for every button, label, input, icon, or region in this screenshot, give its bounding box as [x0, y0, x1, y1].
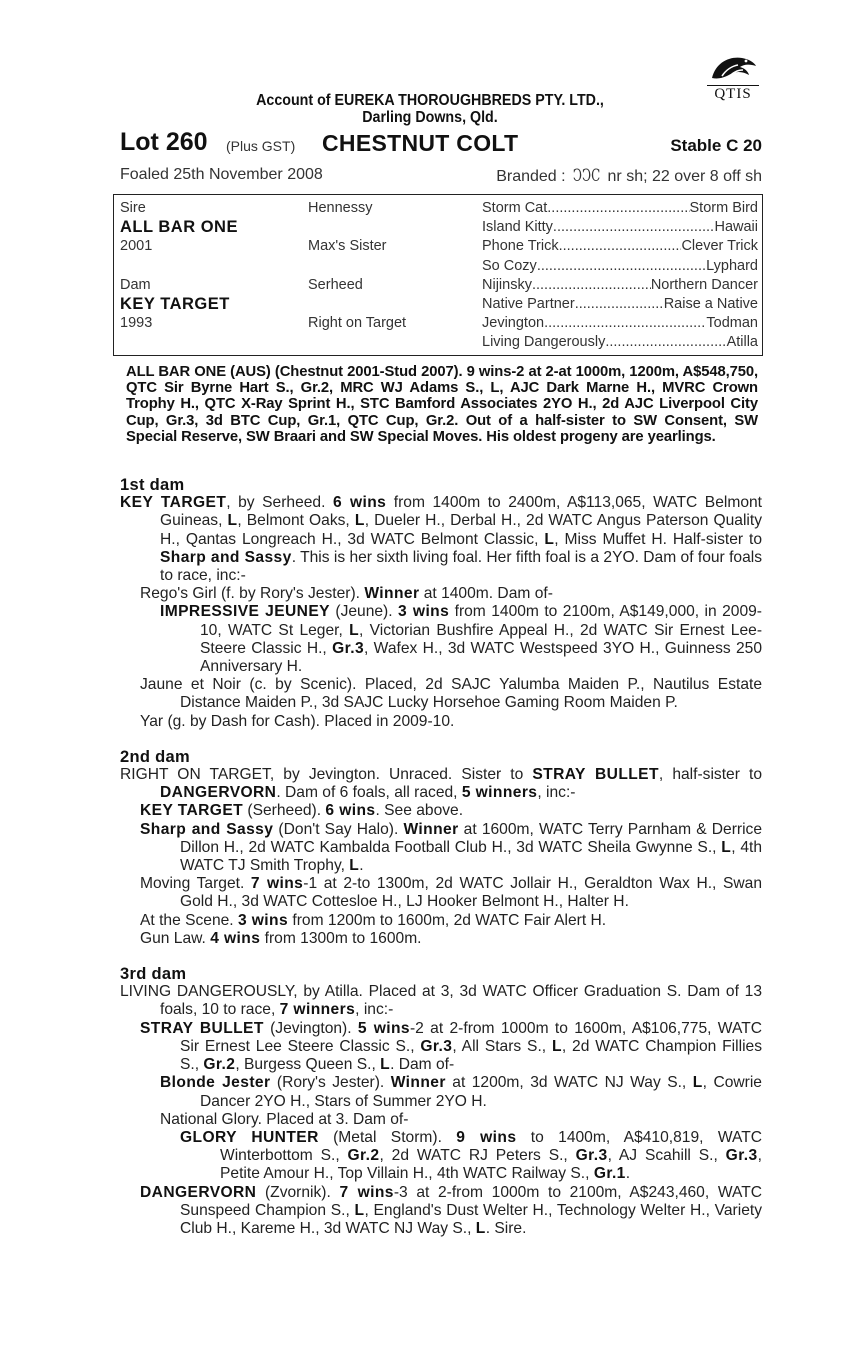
ped-spacer: [308, 218, 406, 237]
text-run: (Zvornik).: [256, 1183, 340, 1201]
text-run: from 1400m to 2400m, A$113,065, WATC Belmont Guineas,: [160, 494, 763, 530]
ped-gg-left: Nijinsky: [482, 276, 532, 293]
bold-run: Sharp and Sassy: [160, 548, 292, 566]
text-run: LIVING DANGEROUSLY, by Atilla. Placed at 3, 3d WATC Officer Graduation S. Dam of 13 foals, 10 to race,: [120, 983, 762, 1019]
progeny-entry: [120, 676, 762, 712]
progeny-entry: [120, 875, 762, 911]
first-dam-heading: 1st dam: [120, 476, 185, 494]
progeny-entry: [120, 1111, 762, 1129]
bold-run: 5 wins: [357, 1019, 410, 1037]
pedigree-col-great-grandparents: [482, 199, 758, 353]
bold-run: KEY TARGET: [140, 802, 244, 820]
progeny-entry: [120, 1020, 762, 1075]
text-run: Yar (g. by Dash for Cash). Placed in 2009-10.: [140, 712, 455, 730]
account-line-2: Darling Downs, Qld.: [362, 109, 498, 126]
text-run: from 1200m to 1600m, 2d WATC Fair Alert H.: [288, 911, 607, 929]
progeny-entry: [120, 713, 762, 731]
bold-run: Sharp and Sassy: [140, 820, 274, 838]
lot-line: [120, 128, 762, 158]
text-run: , inc:-: [355, 1001, 394, 1019]
branded-suffix: nr sh; 22 over 8 off sh: [607, 168, 762, 185]
text-run: (Jevington).: [263, 1019, 358, 1037]
ped-gg-left: Jevington: [482, 315, 545, 332]
bold-run: KEY TARGET: [120, 494, 227, 512]
text-run: , by Serheed.: [226, 494, 333, 512]
bold-run: Gr.3: [575, 1147, 608, 1165]
ped-gg-right: Lyphard: [706, 257, 758, 274]
bold-run: L: [692, 1074, 703, 1092]
text-run: . This is her sixth living foal. Her fifth foal is a 2YO. Dam of four foals to race, inc:-: [160, 548, 763, 585]
ped-gg-row: [482, 295, 758, 314]
ped-gg-left: Native Partner: [482, 295, 575, 312]
text-run: , Wafex H., 3d WATC Westspeed 3YO H., Guinness 250 Anniversary H.: [200, 639, 762, 676]
ped-gg-left: Phone Trick: [482, 238, 559, 255]
ped-spacer: [308, 257, 406, 276]
bold-run: L: [544, 530, 555, 548]
text-run: (Rory's Jester).: [270, 1074, 391, 1092]
text-run: -2 at 2-from 1000m to 1600m, A$106,775, WATC Sir Ernest Lee Steere Classic S.,: [180, 1019, 762, 1055]
second-dam-heading: 2nd dam: [120, 747, 190, 766]
ped-dam-sire: Serheed: [308, 276, 363, 293]
text-run: to 1400m, A$410,819, WATC Winterbottom S.,: [220, 1128, 762, 1165]
pedigree-table: [113, 194, 763, 356]
text-run: . Sire.: [485, 1219, 527, 1237]
ped-gg-right: Clever Trick: [681, 238, 758, 255]
ped-gg-row: [482, 314, 758, 333]
ped-gg-row: [482, 333, 758, 352]
progeny-entry: [120, 603, 762, 676]
ped-gg-left: Storm Cat: [482, 200, 548, 216]
bold-run: STRAY BULLET: [140, 1019, 264, 1037]
bold-run: GLORY HUNTER: [180, 1128, 319, 1146]
lot-description: CHESTNUT COLT: [322, 130, 519, 156]
plus-gst: (Plus GST): [226, 138, 296, 154]
text-run: , Burgess Queen S.,: [235, 1056, 381, 1074]
qtis-logo: [703, 52, 763, 108]
text-run: from 1400m to 2100m, A$149,000, in 2009-10, WATC St Leger,: [200, 603, 762, 639]
bold-run: 7 wins: [339, 1183, 394, 1201]
text-run: (Metal Storm).: [318, 1128, 457, 1146]
ped-dam-dam: Right on Target: [308, 315, 407, 332]
ped-dam-label: Dam: [120, 276, 151, 293]
text-run: , inc:-: [537, 784, 576, 802]
ped-gg-right: Storm Bird: [689, 200, 758, 216]
brand-description: [496, 166, 762, 186]
text-run: . Dam of 6 foals, all raced,: [276, 784, 462, 802]
bold-run: 6 wins: [325, 802, 376, 820]
vendor-account: [218, 92, 641, 126]
ped-gg-row: [482, 218, 758, 237]
bold-run: Gr.1: [593, 1165, 626, 1183]
ped-sire-label: Sire: [120, 200, 146, 216]
text-run: , 4th WATC TJ Smith Trophy,: [180, 838, 762, 875]
text-run: RIGHT ON TARGET, by Jevington. Unraced. Sister to: [120, 766, 533, 784]
bold-run: 7 wins: [250, 875, 304, 893]
ped-gg-row: [482, 257, 758, 276]
bold-run: L: [354, 512, 365, 530]
text-run: National Glory. Placed at 3. Dam of-: [160, 1110, 409, 1128]
bold-run: Gr.2: [347, 1147, 380, 1165]
bold-run: Winner: [364, 585, 420, 603]
text-run: .: [359, 857, 364, 875]
bold-run: DANGERVORN: [140, 1183, 257, 1201]
ped-spacer: [120, 257, 238, 276]
progeny-entry: [120, 1129, 762, 1184]
text-run: , Cowrie Dancer 2YO H., Stars of Summer 2YO H.: [200, 1074, 762, 1110]
text-run: at 1400m. Dam of-: [419, 585, 553, 603]
bold-run: IMPRESSIVE JEUNEY: [160, 603, 330, 621]
bold-run: L: [349, 621, 360, 639]
bold-run: 4 wins: [210, 929, 261, 947]
ped-gg-left: Island Kitty: [482, 219, 553, 236]
ped-spacer: [308, 295, 406, 314]
text-run: at 1200m, 3d WATC NJ Way S.,: [445, 1074, 693, 1092]
text-run: , Miss Muffet H. Half-sister to: [554, 530, 762, 548]
text-run: . Dam of-: [390, 1056, 455, 1074]
text-run: from 1300m to 1600m.: [260, 929, 422, 947]
bold-run: L: [721, 838, 732, 856]
ped-gg-right: Todman: [706, 315, 758, 332]
text-run: , Victorian Bushfire Appeal H., 2d WATC Sir Ernest Lee-Steere Classic H.,: [200, 621, 763, 657]
bold-run: L: [475, 1219, 486, 1237]
text-run: (Jeune).: [329, 603, 399, 621]
bold-run: Gr.3: [725, 1147, 758, 1165]
logo-text: QTIS: [707, 85, 759, 102]
ped-sire-sire: Hennessy: [308, 200, 373, 216]
bold-run: 9 wins: [456, 1128, 517, 1146]
brand-mark: ϽϽC: [572, 166, 601, 186]
bold-run: L: [227, 512, 238, 530]
third-dam-para: [120, 983, 762, 1019]
qtis-horse-logo-icon: [708, 52, 758, 84]
ped-gg-right: Northern Dancer: [650, 276, 758, 293]
sire-summary: ALL BAR ONE (AUS) (Chestnut 2001-Stud 2007). 9 wins-2 at 2-at 1000m, 1200m, A$548,750, QTC Sir Byrne Hart S., Gr.2, MRC WJ Adams S., L, AJC Dark Marne H., MVRC Crown Trophy H., QTC X-Ray Sprint H., STC Bamford Associates 2YO H., 2d AJC Liverpool City Cup, Gr.3, 3d BTC Cup, Gr.1, QTC Cup, Gr.2. Out of a half-sister to SW Consent, SW Special Reserve, SW Braari and SW Special Moves. His oldest progeny are yearlings.: [126, 364, 758, 445]
text-run: , AJ Scahill S.,: [607, 1147, 726, 1165]
text-run: Gun Law.: [140, 929, 211, 947]
bold-run: 7 winners: [279, 1001, 356, 1019]
text-run: At the Scene.: [140, 911, 238, 929]
ped-sire-name: ALL BAR ONE: [120, 218, 238, 237]
branded-prefix: Branded :: [496, 168, 566, 185]
ped-gg-right: Hawaii: [714, 219, 758, 236]
text-run: , England's Dust Welter H., Technology Welter H., Variety Club H., Kareme H., 3d WATC NJ Way S.,: [180, 1201, 763, 1237]
pedigree-col-grandparents: [308, 199, 406, 333]
family-notes: [120, 476, 762, 1238]
ped-dam-year: 1993: [120, 315, 153, 332]
bold-run: Gr.3: [332, 639, 365, 657]
bold-run: 3 wins: [237, 911, 289, 929]
ped-gg-left: Living Dangerously: [482, 334, 606, 351]
text-run: at 1600m, WATC Terry Parnham & Derrice Dillon H., 2d WATC Kambalda Football Club H., 3d WATC Sheila Gwynne S.,: [180, 820, 763, 856]
ped-gg-row: [482, 276, 758, 295]
ped-gg-row: [482, 237, 758, 256]
text-run: (Don't Say Halo).: [273, 820, 404, 838]
text-run: .: [625, 1165, 631, 1183]
progeny-entry: [120, 912, 762, 930]
text-run: , 2d WATC RJ Peters S.,: [379, 1147, 576, 1165]
text-run: Jaune et Noir (c. by Scenic). Placed, 2d SAJC Yalumba Maiden P., Nautilus Estate Distance Maiden P., 3d SAJC Lucky Horsehoe Gaming Room Maiden P.: [140, 676, 762, 712]
bold-run: L: [349, 857, 360, 875]
third-dam-heading: 3rd dam: [120, 965, 187, 984]
bold-run: Gr.2: [203, 1056, 236, 1074]
text-run: Rego's Girl (f. by Rory's Jester).: [140, 585, 365, 603]
ped-sire-dam: Max's Sister: [308, 238, 387, 255]
ped-dam-name: KEY TARGET: [120, 294, 230, 313]
text-run: , 2d WATC Champion Fillies S.,: [180, 1037, 762, 1074]
bold-run: Gr.3: [420, 1037, 453, 1055]
text-run: , Petite Amour H., Top Villain H., 4th WATC Railway S.,: [220, 1147, 762, 1183]
bold-run: DANGERVORN: [160, 784, 277, 802]
progeny-entry: [120, 1184, 762, 1239]
lot-number: Lot 260: [120, 128, 208, 156]
progeny-entry: [120, 1074, 762, 1110]
progeny-entry: [120, 821, 762, 876]
text-run: Moving Target.: [140, 875, 251, 893]
bold-run: L: [354, 1201, 365, 1219]
first-dam-para: [120, 494, 762, 585]
text-run: , Belmont Oaks,: [237, 512, 355, 530]
bold-run: 3 wins: [398, 603, 450, 621]
bold-run: L: [380, 1056, 391, 1074]
account-line-1: Account of EUREKA THOROUGHBREDS PTY. LTD.,: [256, 92, 604, 109]
foaled-date: Foaled 25th November 2008: [120, 166, 323, 183]
text-run: -1 at 2-to 1300m, 2d WATC Jollair H., Geraldton Wax H., Swan Gold H., 3d WATC Cottesloe H., LJ Hooker Belmont H., Halter H.: [180, 875, 762, 911]
bold-run: 6 wins: [332, 494, 387, 512]
bold-run: Winner: [390, 1074, 446, 1092]
bold-run: Blonde Jester: [160, 1074, 271, 1092]
text-run: -3 at 2-from 1000m to 2100m, A$243,460, WATC Sunspeed Champion S.,: [180, 1183, 762, 1219]
text-run: , Dueler H., Derbal H., 2d WATC Angus Paterson Quality H., Qantas Longreach H., 3d WATC Belmont Classic,: [160, 512, 763, 548]
text-run: . See above.: [375, 802, 464, 820]
ped-sire-year: 2001: [120, 238, 153, 255]
bold-run: L: [551, 1037, 562, 1055]
bold-run: Winner: [403, 820, 459, 838]
stable-location: Stable C 20: [670, 136, 762, 155]
progeny-entry: [120, 802, 762, 820]
pedigree-col-parents: [120, 199, 238, 333]
text-run: , half-sister to: [658, 766, 762, 784]
bold-run: STRAY BULLET: [532, 766, 659, 784]
ped-gg-row: [482, 199, 758, 218]
text-run: , All Stars S.,: [452, 1037, 552, 1055]
bold-run: 5 winners: [461, 784, 538, 802]
ped-gg-right: Raise a Native: [663, 295, 758, 312]
second-dam-para: [120, 766, 762, 802]
text-run: (Serheed).: [243, 802, 326, 820]
ped-gg-right: Atilla: [726, 334, 758, 351]
progeny-entry: [120, 585, 762, 603]
ped-gg-left: So Cozy: [482, 257, 537, 274]
progeny-entry: [120, 930, 762, 948]
